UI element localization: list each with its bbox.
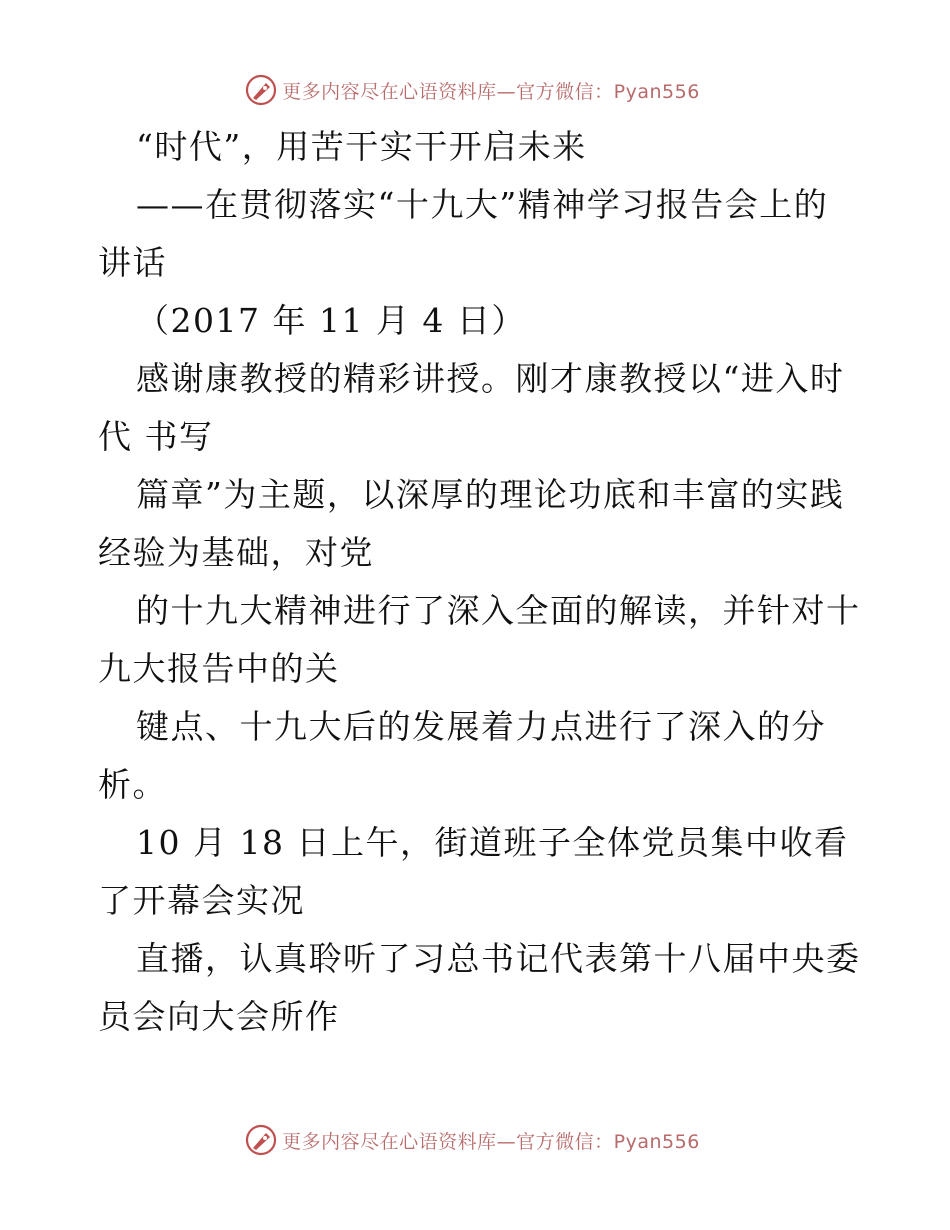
document-subtitle-continued: 讲话	[98, 243, 167, 282]
footer-watermark	[0, 1120, 950, 1160]
watermark-text: 更多内容尽在心语资料库—官方微信：Pyan556	[282, 1130, 700, 1153]
pen-nib-logo-icon	[244, 73, 278, 107]
pen-nib-logo-icon	[244, 1123, 278, 1157]
paragraph-line: 九大报告中的关	[98, 649, 340, 688]
paragraph-line: 10 月 18 日上午，街道班子全体党员集中收看	[136, 823, 849, 862]
paragraph-line: 析。	[98, 765, 167, 804]
paragraph-line: 感谢康教授的精彩讲授。刚才康教授以“进入时	[136, 359, 845, 398]
watermark-text: 更多内容尽在心语资料库—官方微信：Pyan556	[282, 80, 700, 103]
paragraph-line: 员会向大会所作	[98, 997, 340, 1036]
paragraph-line: 篇章”为主题，以深厚的理论功底和丰富的实践	[136, 475, 845, 514]
paragraph-line: 了开幕会实况	[98, 881, 305, 920]
document-title: “时代”，用苦干实干开启未来	[136, 127, 587, 166]
header-watermark	[0, 70, 950, 110]
paragraph-line: 键点、十九大后的发展着力点进行了深入的分	[136, 707, 826, 746]
document-subtitle: ——在贯彻落实“十九大”精神学习报告会上的	[136, 185, 829, 224]
paragraph-line: 的十九大精神进行了深入全面的解读，并针对十	[136, 591, 861, 630]
document-date: （2017 年 11 月 4 日）	[136, 301, 526, 340]
paragraph-line: 直播，认真聆听了习总书记代表第十八届中央委	[136, 939, 861, 978]
paragraph-line: 经验为基础，对党	[98, 533, 374, 572]
paragraph-line: 代 书写	[98, 417, 214, 456]
